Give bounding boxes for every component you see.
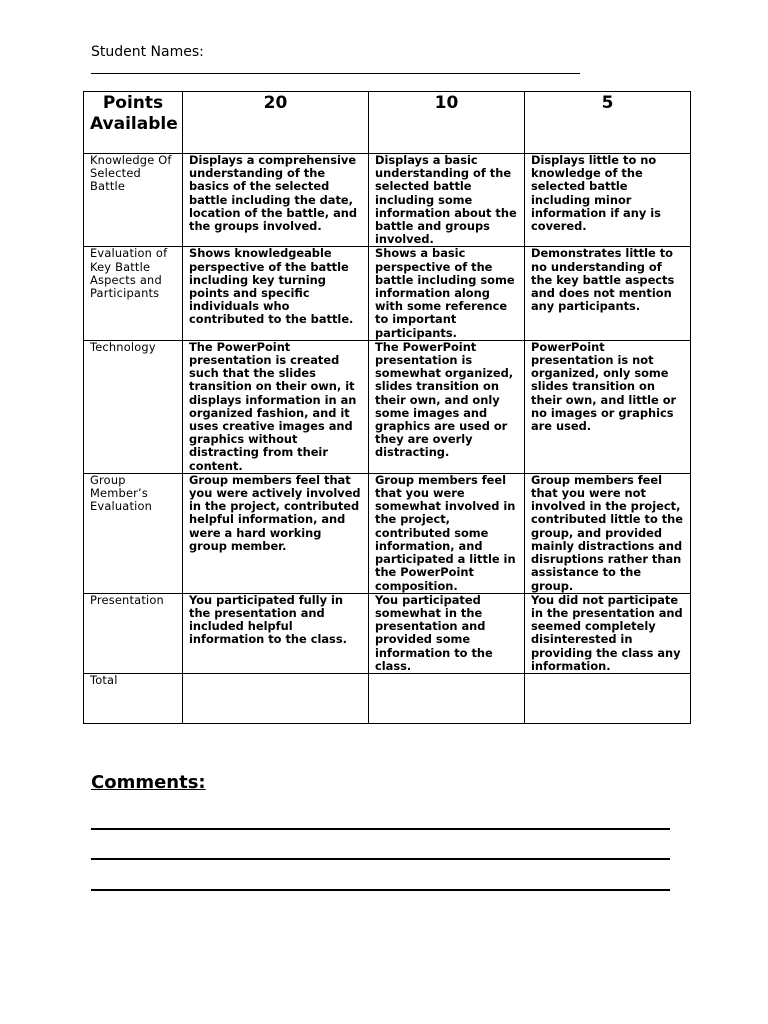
student-names-line bbox=[91, 73, 580, 74]
student-names-label: Student Names: bbox=[91, 44, 204, 60]
rubric-cell: Group members feel that you were not involved in the project, contributed little to the group, and provided mainly distractions and disruptions rather than assistance to the group. bbox=[525, 473, 691, 593]
rubric-cell: Shows knowledgeable perspective of the battle including key turning points and specific individuals who contributed to the battle. bbox=[183, 247, 369, 340]
rubric-row-group-evaluation bbox=[84, 473, 691, 593]
header-10-points: 10 bbox=[369, 92, 525, 154]
rubric-cell: The PowerPoint presentation is somewhat organized, slides transition on their own, and only some images and graphics are used or they are overly distracting. bbox=[369, 340, 525, 473]
rubric-cell: Group members feel that you were somewhat involved in the project, contributed some information, and participated a little in the PowerPoint composition. bbox=[369, 473, 525, 593]
rubric-cell: You did not participate in the presentation and seemed completely disinterested in providing the class any information. bbox=[525, 593, 691, 673]
rubric-row-evaluation bbox=[84, 247, 691, 340]
total-cell-20 bbox=[183, 673, 369, 723]
comment-line bbox=[91, 858, 670, 860]
total-cell-5 bbox=[525, 673, 691, 723]
rubric-cell: Displays little to no knowledge of the selected battle including minor information if any is covered. bbox=[525, 154, 691, 247]
criterion-label: Total bbox=[84, 673, 183, 723]
rubric-cell: You participated somewhat in the presentation and provided some information to the class. bbox=[369, 593, 525, 673]
rubric-cell: Group members feel that you were actively involved in the project, contributed helpful information, and were a hard working group member. bbox=[183, 473, 369, 593]
rubric-cell: Demonstrates little to no understanding of the key battle aspects and does not mention any participants. bbox=[525, 247, 691, 340]
rubric-header-row bbox=[84, 92, 691, 154]
criterion-label: Group Member’s Evaluation bbox=[84, 473, 183, 593]
rubric-cell: PowerPoint presentation is not organized, only some slides transition on their own, and little or no images or graphics are used. bbox=[525, 340, 691, 473]
rubric-cell: Displays a basic understanding of the selected battle including some information about the battle and groups involved. bbox=[369, 154, 525, 247]
comment-line bbox=[91, 889, 670, 891]
rubric-row-total bbox=[84, 673, 691, 723]
criterion-label: Presentation bbox=[84, 593, 183, 673]
criterion-label: Knowledge Of Selected Battle bbox=[84, 154, 183, 247]
comments-label: Comments: bbox=[91, 772, 206, 793]
rubric-row-knowledge bbox=[84, 154, 691, 247]
header-5-points: 5 bbox=[525, 92, 691, 154]
header-20-points: 20 bbox=[183, 92, 369, 154]
header-points-available: Points Available bbox=[84, 92, 183, 154]
total-cell-10 bbox=[369, 673, 525, 723]
rubric-table bbox=[83, 91, 691, 724]
criterion-label: Technology bbox=[84, 340, 183, 473]
rubric-cell: The PowerPoint presentation is created such that the slides transition on their own, it displays information in an organized fashion, and it uses creative images and graphics without distracting from their content. bbox=[183, 340, 369, 473]
rubric-row-technology bbox=[84, 340, 691, 473]
comment-line bbox=[91, 828, 670, 830]
rubric-cell: Shows a basic perspective of the battle including some information along with some reference to important participants. bbox=[369, 247, 525, 340]
criterion-label: Evaluation of Key Battle Aspects and Participants bbox=[84, 247, 183, 340]
rubric-cell: Displays a comprehensive understanding of the basics of the selected battle including the date, location of the battle, and the groups involved. bbox=[183, 154, 369, 247]
rubric-cell: You participated fully in the presentation and included helpful information to the class. bbox=[183, 593, 369, 673]
rubric-row-presentation bbox=[84, 593, 691, 673]
